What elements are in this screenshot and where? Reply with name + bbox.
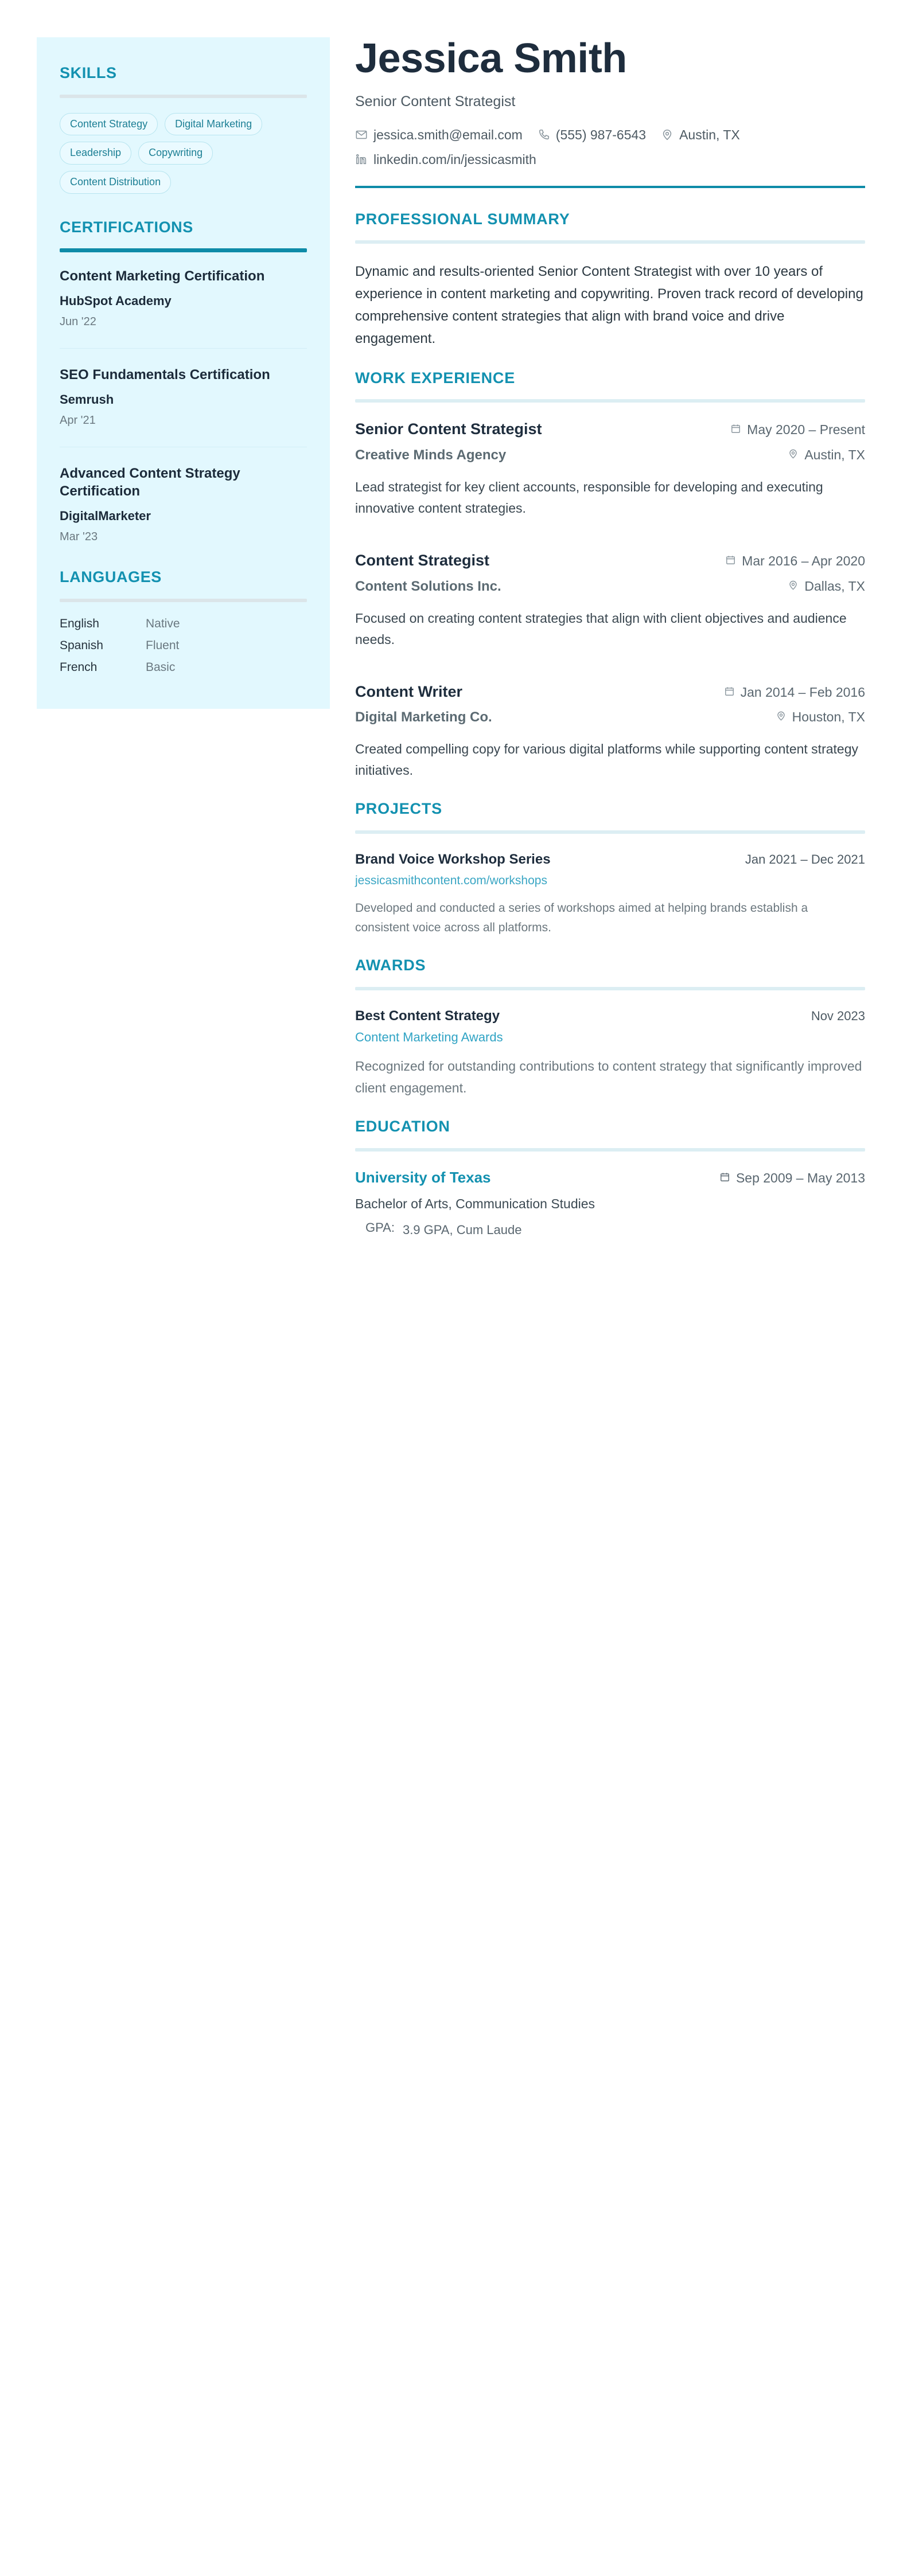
education-degree: Bachelor of Arts, Communication Studies — [355, 1196, 595, 1211]
award-date-text: Nov 2023 — [811, 1008, 865, 1023]
experience-dates — [725, 553, 865, 569]
job-headline: Senior Content Strategist — [355, 93, 516, 110]
experience-location — [776, 709, 865, 725]
contact-row-secondary — [355, 152, 865, 167]
map-pin-icon — [776, 709, 787, 725]
certification-item — [60, 366, 307, 447]
section-work-experience — [355, 370, 865, 781]
awards-divider — [355, 987, 865, 990]
contact-linkedin[interactable] — [355, 152, 536, 167]
experience-location — [788, 579, 865, 594]
experience-title: Senior Content Strategist — [355, 420, 542, 438]
contact-phone[interactable] — [538, 127, 646, 143]
skill-pill[interactable]: Content Strategy — [60, 113, 158, 136]
experience-title-row — [355, 551, 865, 571]
experience-dates-text: May 2020 – Present — [747, 422, 865, 438]
experience-description: Focused on creating content strategies that align with client objectives and audience needs. — [355, 610, 847, 647]
experience-title: Content Strategist — [355, 552, 490, 569]
certification-item — [60, 465, 307, 544]
experience-item — [355, 420, 865, 519]
experience-dates-text: Jan 2014 – Feb 2016 — [740, 684, 865, 700]
sidebar-section-skills — [60, 65, 307, 194]
language-item — [60, 661, 307, 674]
skill-pill[interactable]: Digital Marketing — [165, 113, 262, 136]
calendar-icon — [730, 422, 741, 438]
skills-divider — [60, 95, 307, 98]
language-level: Basic — [146, 660, 176, 674]
section-projects — [355, 801, 865, 938]
sidebar-section-certifications — [60, 219, 307, 544]
language-item — [60, 617, 307, 631]
education-gpa-label: GPA: — [365, 1220, 395, 1235]
linkedin-icon — [355, 153, 368, 166]
award-item — [355, 1008, 865, 1099]
header-divider — [355, 186, 865, 188]
section-professional-summary — [355, 211, 865, 350]
language-name: English — [60, 616, 99, 630]
experience-item — [355, 551, 865, 650]
awards-heading: AWARDS — [355, 957, 426, 974]
languages-divider — [60, 599, 307, 602]
contact-location-text: Austin, TX — [679, 127, 740, 142]
phone-icon — [538, 128, 550, 141]
skill-pill[interactable]: Leadership — [60, 142, 131, 165]
project-link[interactable]: jessicasmithcontent.com/workshops — [355, 873, 547, 887]
education-item — [355, 1169, 865, 1239]
award-title-row — [355, 1008, 865, 1025]
project-description: Developed and conducted a series of workshops aimed at helping brands establish a consistent voice across all platforms. — [355, 901, 808, 935]
languages-heading: LANGUAGES — [60, 568, 162, 586]
contact-email[interactable] — [355, 127, 523, 143]
education-school: University of Texas — [355, 1168, 491, 1186]
experience-location-text: Houston, TX — [792, 709, 865, 725]
resume-columns — [0, 0, 911, 1259]
experience-dates-text: Mar 2016 – Apr 2020 — [742, 553, 865, 568]
calendar-icon — [719, 1170, 730, 1186]
language-name: Spanish — [60, 638, 103, 652]
map-pin-icon — [661, 128, 673, 141]
language-level: Native — [146, 616, 180, 630]
skill-pill[interactable]: Copywriting — [138, 142, 213, 165]
project-title: Brand Voice Workshop Series — [355, 851, 551, 867]
map-pin-icon — [788, 579, 799, 594]
experience-description: Lead strategist for key client accounts, responsible for developing and executing innovative content strategies. — [355, 479, 823, 516]
experience-location-text: Dallas, TX — [804, 578, 865, 594]
contact-email-text: jessica.smith@email.com — [373, 127, 523, 142]
experience-description: Created compelling copy for various digital platforms while supporting content strategy initiatives. — [355, 741, 858, 778]
project-item — [355, 851, 865, 938]
certification-item — [60, 267, 307, 349]
page-title: Jessica Smith — [355, 36, 627, 81]
language-name: French — [60, 660, 98, 674]
contact-phone-text: (555) 987-6543 — [555, 127, 647, 142]
summary-heading: PROFESSIONAL SUMMARY — [355, 210, 570, 228]
contact-row-primary — [355, 127, 865, 143]
certification-issuer: Semrush — [60, 392, 114, 407]
main-content — [330, 37, 911, 1259]
experience-dates — [730, 422, 865, 438]
education-divider — [355, 1148, 865, 1152]
skills-heading: SKILLS — [60, 64, 117, 81]
experience-company-row — [355, 708, 865, 726]
experience-location-text: Austin, TX — [804, 447, 865, 463]
summary-divider — [355, 240, 865, 244]
certification-date: Apr '21 — [60, 413, 96, 427]
language-level: Fluent — [146, 638, 180, 652]
experience-item — [355, 682, 865, 782]
contact-location — [661, 127, 740, 143]
experience-divider — [355, 399, 865, 403]
experience-location — [788, 447, 865, 463]
certification-name: SEO Fundamentals Certification — [60, 367, 270, 383]
award-description: Recognized for outstanding contributions to content strategy that significantly improved client engagement. — [355, 1059, 862, 1095]
section-education — [355, 1118, 865, 1239]
education-gpa-value: 3.9 GPA, Cum Laude — [402, 1222, 522, 1237]
certification-date: Mar '23 — [60, 530, 98, 544]
experience-title: Content Writer — [355, 682, 462, 700]
project-dates-text: Jan 2021 – Dec 2021 — [745, 852, 865, 867]
education-heading: EDUCATION — [355, 1117, 450, 1135]
calendar-icon — [725, 553, 736, 569]
skill-pill[interactable]: Content Distribution — [60, 171, 171, 194]
language-item — [60, 639, 307, 653]
certification-name: Content Marketing Certification — [60, 268, 265, 284]
certification-issuer: HubSpot Academy — [60, 294, 172, 309]
experience-dates — [724, 685, 865, 700]
section-awards — [355, 957, 865, 1099]
certification-date: Jun '22 — [60, 315, 96, 329]
education-dates — [719, 1170, 865, 1186]
experience-title-row — [355, 682, 865, 702]
education-dates-text: Sep 2009 – May 2013 — [735, 1170, 865, 1185]
certifications-heading: CERTIFICATIONS — [60, 218, 193, 236]
sidebar-section-languages — [60, 569, 307, 674]
education-title-row — [355, 1169, 865, 1186]
project-title-row — [355, 851, 865, 868]
experience-company-row — [355, 577, 865, 595]
experience-company-row — [355, 446, 865, 464]
certification-name: Advanced Content Strategy Certification — [60, 465, 240, 499]
experience-company: Creative Minds Agency — [355, 447, 507, 463]
experience-title-row — [355, 420, 865, 439]
projects-heading: PROJECTS — [355, 800, 442, 818]
skills-pill-list — [60, 113, 307, 194]
projects-divider — [355, 830, 865, 834]
certifications-divider — [60, 248, 307, 252]
map-pin-icon — [788, 447, 799, 463]
project-dates — [745, 852, 865, 867]
award-issuer: Content Marketing Awards — [355, 1029, 503, 1044]
contact-linkedin-text: linkedin.com/in/jessicasmith — [373, 151, 536, 167]
education-gpa-row — [355, 1220, 865, 1239]
sidebar — [37, 37, 330, 709]
experience-company: Digital Marketing Co. — [355, 709, 492, 725]
award-title: Best Content Strategy — [355, 1008, 500, 1024]
certification-issuer: DigitalMarketer — [60, 509, 151, 524]
calendar-icon — [724, 685, 735, 700]
award-date — [811, 1009, 865, 1024]
experience-heading: WORK EXPERIENCE — [355, 369, 516, 387]
experience-company: Content Solutions Inc. — [355, 578, 501, 594]
summary-text: Dynamic and results-oriented Senior Content Strategist with over 10 years of experience in content marketing and copywriting. Proven track record of developing comprehensive content strategies that align with brand voice and drive engagement. — [355, 264, 863, 346]
envelope-icon — [355, 128, 368, 141]
